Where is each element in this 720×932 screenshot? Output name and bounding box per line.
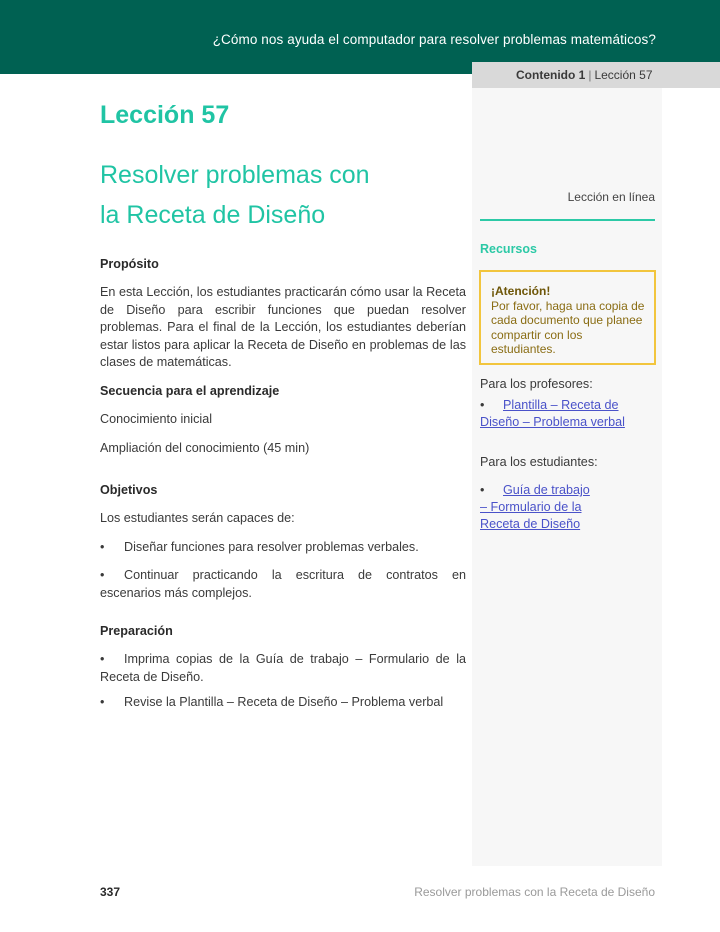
students-label: Para los estudiantes:: [480, 455, 598, 469]
sidebar-divider: [480, 219, 655, 221]
objetivos-intro: Los estudiantes serán capaces de:: [100, 511, 295, 525]
resources-sidebar: [472, 88, 662, 866]
proposito-text: En esta Lección, los estudiantes practicarán cómo usar la Receta de Diseño para escribir funciones que puedan resolver problemas. Para el final de la Lección, los estudiantes deberían estar listos para aplicar la Receta de Diseño en problemas de las clases de matemáticas.: [100, 285, 466, 369]
breadcrumb-lesson: Lección 57: [594, 68, 653, 82]
teachers-resource-item: [480, 397, 645, 431]
students-resource-item: [480, 482, 600, 533]
lesson-title: [100, 155, 440, 235]
bullet-icon: •: [100, 695, 105, 709]
page-number: 337: [100, 885, 121, 899]
attention-callout: [479, 270, 656, 365]
resources-heading: Recursos: [480, 242, 537, 256]
attention-text: Por favor, haga una copia de cada documento que planee compartir con los estudiantes.: [491, 298, 645, 356]
plantilla-link[interactable]: Plantilla – Receta de Diseño – Problema verbal: [480, 398, 625, 429]
bullet-icon: •: [480, 483, 485, 497]
bullet-icon: •: [100, 540, 105, 554]
attention-title: ¡Atención!: [491, 284, 551, 298]
teachers-label: Para los profesores:: [480, 377, 593, 391]
objetivo-bullet: • Diseñar funciones para resolver problemas verbales.: [100, 539, 466, 557]
bullet-icon: •: [100, 568, 105, 582]
secuencia-item: Conocimiento inicial: [100, 412, 212, 426]
lesson-title-line-1: Resolver problemas con: [100, 161, 370, 189]
heading-preparacion: Preparación: [100, 624, 173, 638]
heading-objetivos: Objetivos: [100, 483, 158, 497]
breadcrumb-content: Contenido 1: [516, 68, 586, 82]
bullet-icon: •: [480, 398, 485, 412]
lesson-title-line-2: la Receta de Diseño: [100, 201, 326, 229]
breadcrumb: [472, 62, 720, 88]
secuencia-item: Ampliación del conocimiento (45 min): [100, 441, 310, 455]
guia-de-trabajo-link[interactable]: Guía de trabajo – Formulario de la Receta de Diseño: [480, 483, 590, 531]
objetivo-bullet: • Continuar practicando la escritura de contratos en escenarios más complejos.: [100, 568, 466, 600]
heading-proposito: Propósito: [100, 257, 159, 271]
preparacion-bullet: • Revise la Plantilla – Receta de Diseño – Problema verbal: [100, 694, 466, 712]
footer-title: Resolver problemas con la Receta de Diseño: [414, 885, 655, 899]
online-lesson-link[interactable]: Lección en línea: [567, 190, 655, 204]
preparacion-bullet: • Imprima copias de la Guía de trabajo – Formulario de la Receta de Diseño.: [100, 652, 466, 684]
breadcrumb-separator: |: [588, 68, 592, 82]
bullet-icon: •: [100, 652, 105, 666]
heading-secuencia: Secuencia para el aprendizaje: [100, 384, 280, 398]
document-title: ¿Cómo nos ayuda el computador para resolver problemas matemáticos?: [212, 32, 656, 47]
lesson-number: Lección 57: [100, 101, 230, 129]
